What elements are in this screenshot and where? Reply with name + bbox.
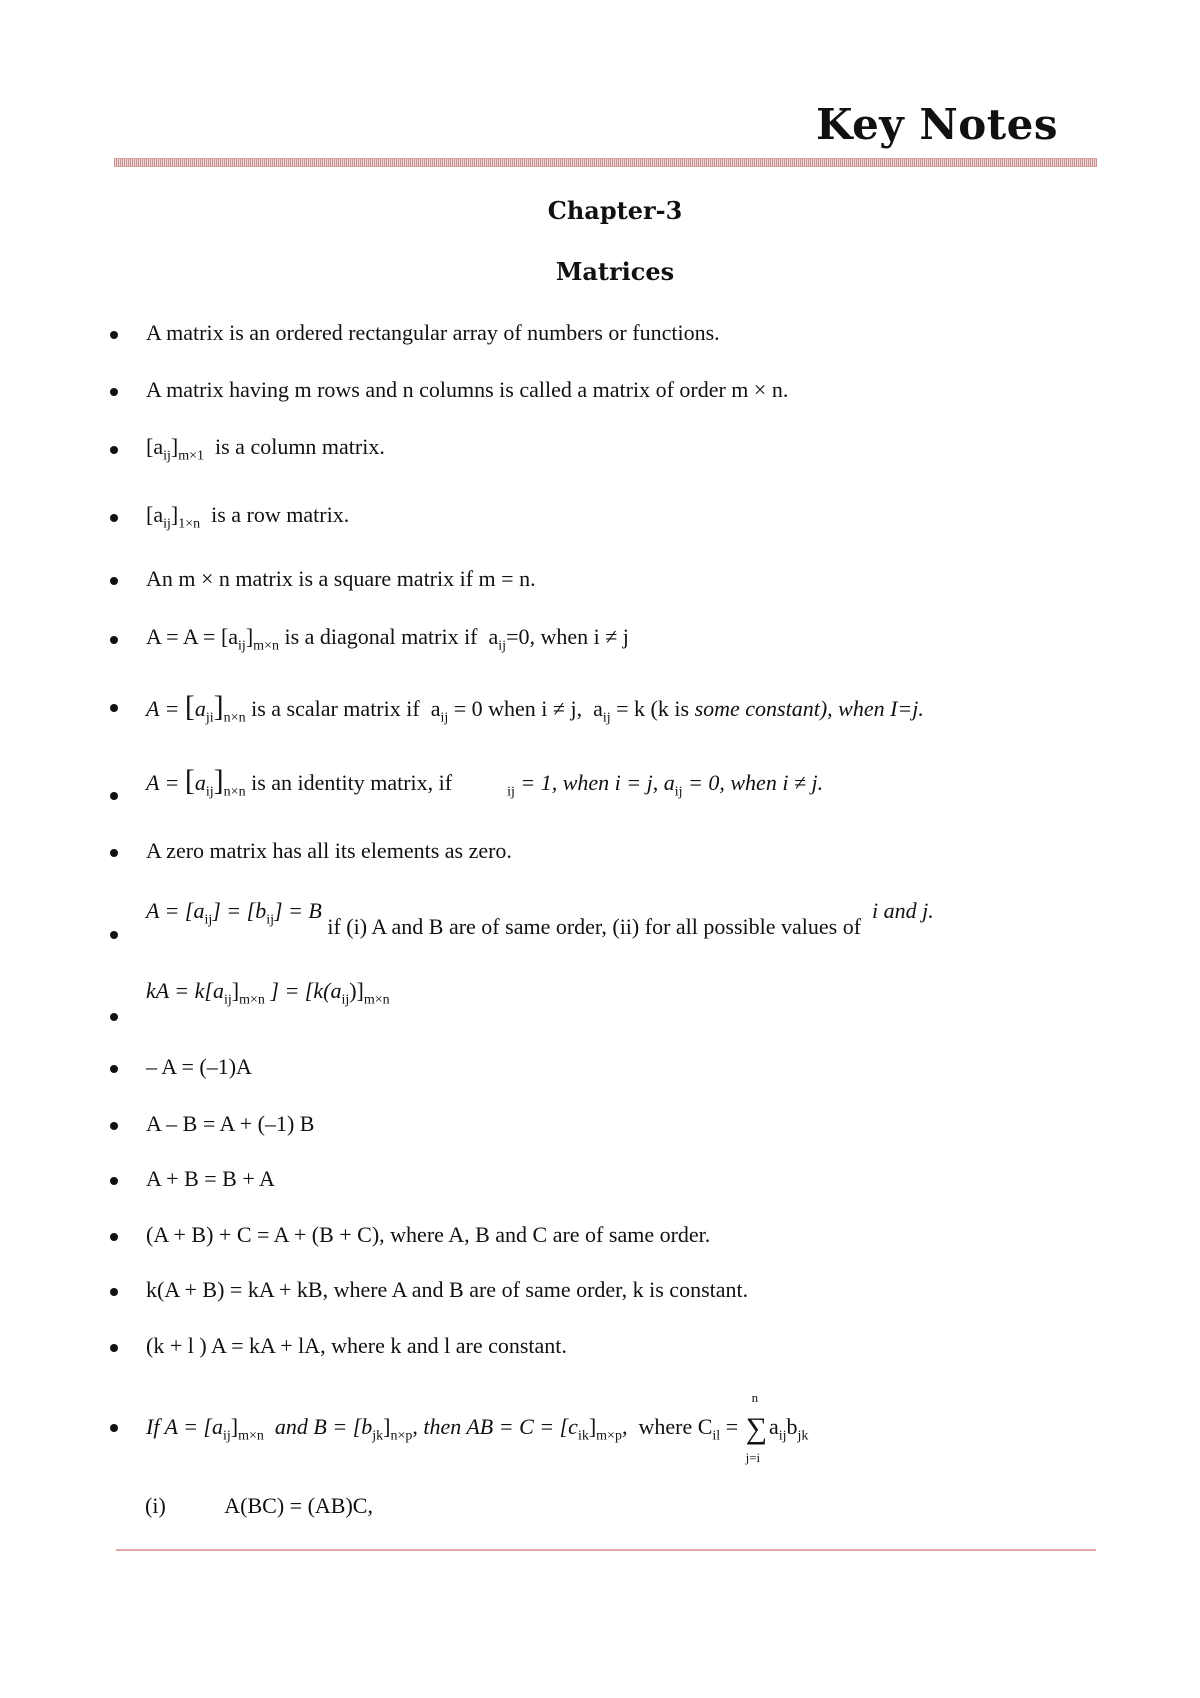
bullet-icon (110, 636, 118, 644)
list-item (110, 838, 1140, 868)
bullet-icon (110, 331, 118, 339)
item-text: A matrix having m rows and n columns is called a matrix of order m × n. (146, 377, 789, 402)
bullet-icon (110, 1177, 118, 1185)
bullet-icon (110, 577, 118, 585)
list-item (110, 320, 1140, 350)
item-text: $A = [a_{ij}] = [b_{ij}] = B$ if (i) A and B are of same order, (ii) for all possible values of i and j. (146, 898, 934, 939)
list-item (110, 978, 1140, 1024)
list-item (110, 898, 1140, 944)
list-item (110, 624, 1140, 656)
sub-item-label: (i) (145, 1493, 166, 1518)
item-text: $[a_{ij}]_{1\times n}$ is a row matrix. (146, 502, 350, 532)
item-text: A zero matrix has all its elements as zero. (146, 838, 512, 863)
bullet-icon (110, 1233, 118, 1241)
header-title: Key Notes (815, 100, 1058, 149)
summation-icon: ∑ n j=i (745, 1390, 767, 1465)
bullet-icon (110, 704, 118, 712)
list-item (110, 1390, 1140, 1465)
item-text: A + B = B + A (146, 1166, 275, 1191)
bullet-icon (110, 1288, 118, 1296)
sub-item (145, 1493, 373, 1519)
item-text: kA = $k[a_{ij}]_{m\times n}$ ] = $[k(a_{ij})]_{m\times n}$ (146, 978, 390, 1008)
list-item (110, 1111, 1140, 1141)
item-text: A matrix is an ordered rectangular array of numbers or functions. (146, 320, 720, 345)
item-text: $A = A = [a_{ij}]_{m\times n}$ is a diagonal matrix if $a_{ij}=0$, when i ≠ j (146, 624, 629, 654)
bullet-icon (110, 792, 118, 800)
list-item (110, 377, 1140, 407)
sub-item-text: A(BC) = (AB)C, (224, 1493, 373, 1518)
bullet-icon (110, 388, 118, 396)
list-item (110, 764, 1140, 804)
item-text: A – B = A + (–1) B (146, 1111, 315, 1136)
bullet-icon (110, 849, 118, 857)
math-expr: [a (146, 434, 164, 459)
item-text: – A = (–1)A (146, 1054, 252, 1079)
list-item (110, 566, 1140, 596)
bullet-icon (110, 1344, 118, 1352)
list-item (110, 1166, 1140, 1196)
bullet-icon (110, 1424, 118, 1432)
item-text: An m × n matrix is a square matrix if m = n. (146, 566, 536, 591)
item-text: If $A = [a_{ij}]_{m\times n}$ and $B = [b_{jk}]_{n\times p}$, then AB = $C = [c_{ik}]_{m\times p}$, where $C_{il}$ = ∑ n j=i $a_{ij}b_{jk}$ (146, 1390, 809, 1465)
bullet-icon (110, 1013, 118, 1021)
bullet-icon (110, 1065, 118, 1073)
order: m×1 (178, 448, 204, 464)
bullet-icon (110, 446, 118, 454)
footer-divider (116, 1549, 1096, 1551)
chapter-number: Chapter-3 (547, 196, 683, 225)
list-item (110, 1277, 1140, 1307)
list-item (110, 502, 1140, 534)
list-item (110, 1333, 1140, 1363)
bullet-icon (110, 514, 118, 522)
item-text: $A = [a_{ij}]_{n\times n}$ is an identity matrix, if $_{ij}$ = 1, when i = j, $a_{ij} = 0$, when i ≠ j. (146, 764, 824, 800)
item-text: $[a_{ij}]_{m\times 1}$ is a column matrix. (146, 434, 385, 464)
item-text: $A = [a_{ji}]_{n\times n}$ is a scalar matrix if $a_{ij} = 0$ when i ≠ j, $a_{ij} = k$ (k is some constant), when I=j. (146, 690, 924, 726)
list-item (110, 688, 1140, 728)
list-item (110, 434, 1140, 466)
chapter-title: Matrices (555, 257, 675, 286)
list-item (110, 1054, 1140, 1084)
bullet-icon (110, 931, 118, 939)
item-text: k(A + B) = kA + kB, where A and B are of same order, k is constant. (146, 1277, 749, 1302)
item-text: (k + l ) A = kA + lA, where k and l are constant. (146, 1333, 567, 1358)
list-item (110, 1222, 1140, 1252)
item-text: (A + B) + C = A + (B + C), where A, B and C are of same order. (146, 1222, 711, 1247)
bullet-icon (110, 1122, 118, 1130)
